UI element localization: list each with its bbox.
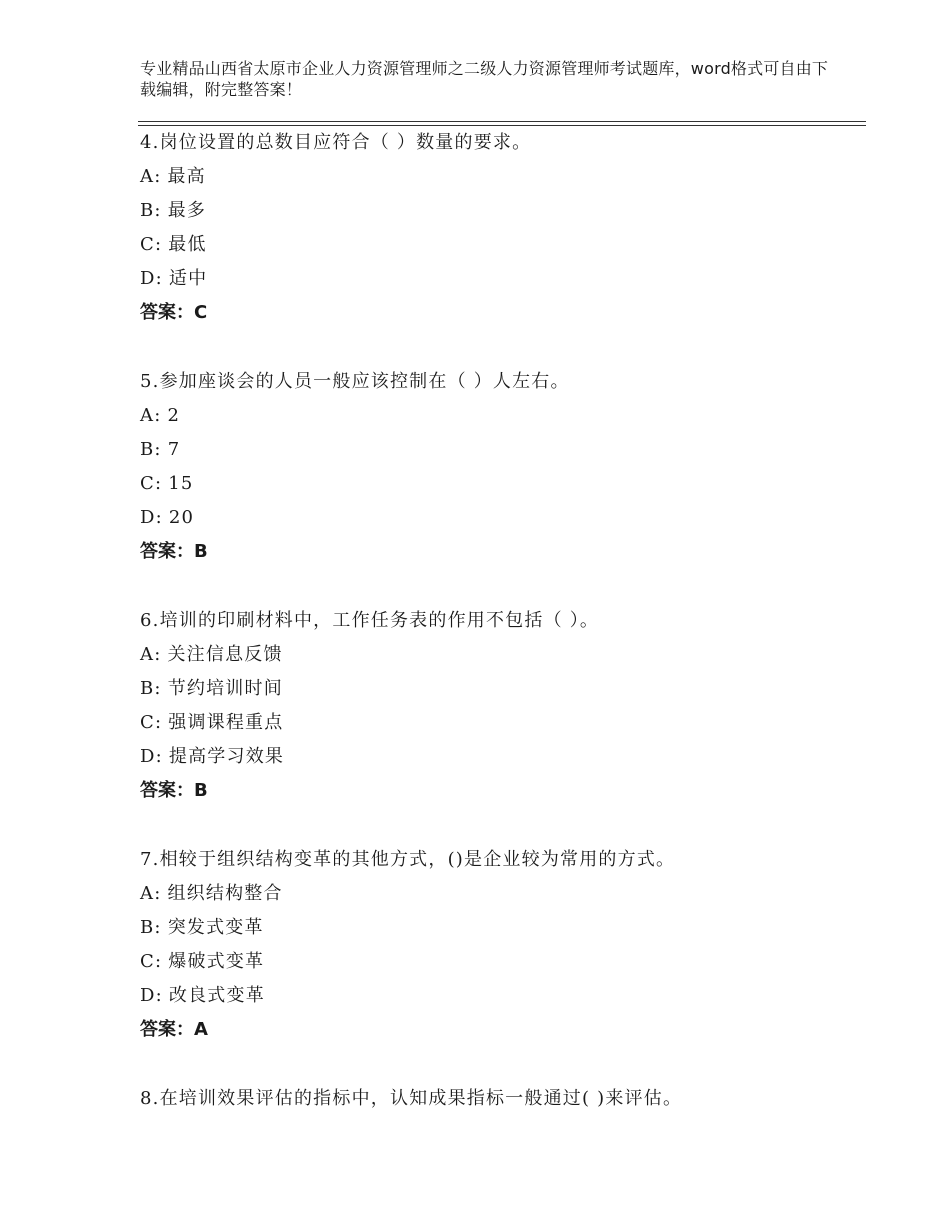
option-text: 最低	[168, 234, 207, 255]
answer-label: 答案：A	[140, 1019, 208, 1040]
question-7	[140, 843, 860, 1047]
option-c	[140, 228, 860, 262]
option-letter: A:	[140, 166, 162, 187]
option-letter: A:	[140, 883, 162, 904]
option-b	[140, 911, 860, 945]
question-title: 5.参加座谈会的人员一般应该控制在（ ）人左右。	[140, 371, 570, 392]
option-c	[140, 467, 860, 501]
option-a	[140, 877, 860, 911]
option-text: 组织结构整合	[167, 883, 283, 904]
option-letter: A:	[140, 644, 162, 665]
option-letter: B:	[140, 439, 162, 460]
header-rule-top	[138, 121, 866, 122]
option-letter: B:	[140, 917, 162, 938]
option-d	[140, 979, 860, 1013]
answer-label: 答案：B	[140, 541, 208, 562]
option-letter: D:	[140, 268, 163, 289]
option-text: 2	[167, 405, 181, 426]
option-text: 最多	[167, 200, 207, 221]
question-title: 8.在培训效果评估的指标中，认知成果指标一般通过( )来评估。	[140, 1088, 683, 1109]
answer-label: 答案：B	[140, 780, 208, 801]
option-d	[140, 262, 860, 296]
option-letter: C:	[140, 712, 163, 733]
option-c	[140, 945, 860, 979]
option-text: 突发式变革	[167, 917, 264, 938]
option-letter: A:	[140, 405, 162, 426]
document-header: 专业精品山西省太原市企业人力资源管理师之二级人力资源管理师考试题库，word格式可自由下载编辑，附完整答案！	[140, 59, 829, 99]
option-text: 15	[168, 473, 194, 494]
option-d	[140, 501, 860, 535]
option-d	[140, 740, 860, 774]
option-a	[140, 399, 860, 433]
option-a	[140, 160, 860, 194]
option-b	[140, 433, 860, 467]
option-text: 强调课程重点	[168, 712, 284, 733]
question-title: 4.岗位设置的总数目应符合（ ）数量的要求。	[140, 132, 532, 153]
question-4	[140, 126, 860, 330]
option-text: 7	[167, 439, 181, 460]
option-c	[140, 706, 860, 740]
option-b	[140, 194, 860, 228]
option-text: 最高	[167, 166, 206, 187]
question-title: 6.培训的印刷材料中，工作任务表的作用不包括（ ）。	[140, 610, 600, 631]
question-5	[140, 365, 860, 569]
option-a	[140, 638, 860, 672]
option-letter: C:	[140, 951, 163, 972]
option-letter: B:	[140, 678, 162, 699]
option-letter: B:	[140, 200, 162, 221]
option-text: 20	[168, 507, 195, 528]
option-text: 提高学习效果	[168, 746, 285, 767]
option-letter: D:	[140, 507, 163, 528]
option-b	[140, 672, 860, 706]
option-text: 改良式变革	[168, 985, 265, 1006]
question-title: 7.相较于组织结构变革的其他方式，()是企业较为常用的方式。	[140, 849, 676, 870]
option-text: 适中	[168, 268, 208, 289]
option-text: 爆破式变革	[168, 951, 265, 972]
option-letter: C:	[140, 234, 163, 255]
option-text: 节约培训时间	[167, 678, 283, 699]
option-letter: C:	[140, 473, 163, 494]
question-6	[140, 604, 860, 808]
answer-label: 答案：C	[140, 302, 208, 323]
option-letter: D:	[140, 985, 163, 1006]
question-8	[140, 1082, 860, 1116]
option-text: 关注信息反馈	[167, 644, 283, 665]
option-letter: D:	[140, 746, 163, 767]
